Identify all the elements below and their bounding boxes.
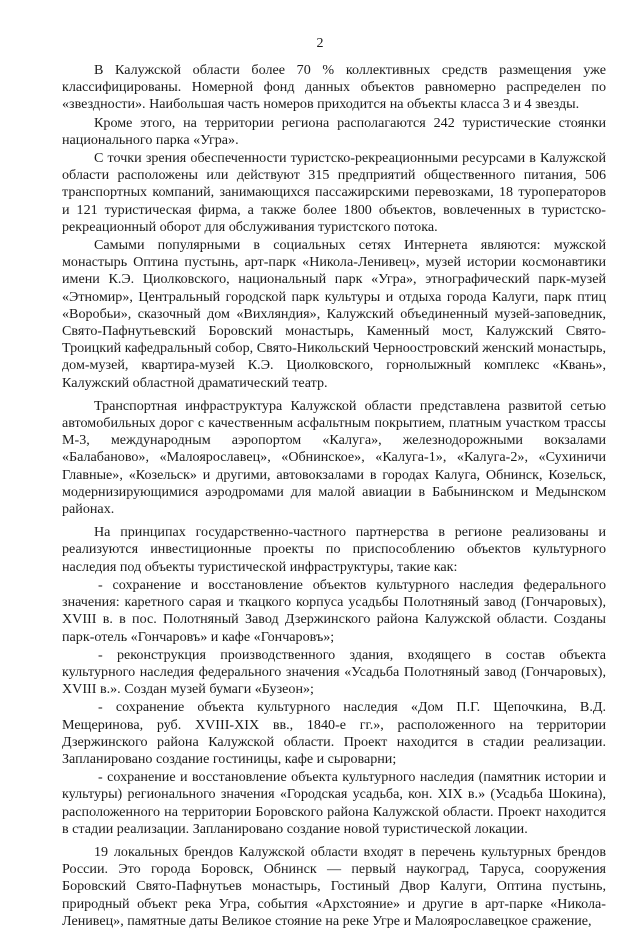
list-item-project-shchepochkin-house: - сохранение объекта культурного наследия «Дом П.Г. Щепочкина, В.Д. Мещеринова, руб. XVIII-XIX вв., 1840-е гг.», расположенного на территории Дзержинского района Калужской области. Проект находится в стадии реализации. Запланировано создание гостиницы, кафе и сыроварни; [62,699,606,767]
paragraph-popular-attractions: Самыми популярными в социальных сетях Интернета являются: мужской монастырь Оптина пустынь, арт-парк «Никола-Ленивец», музей истории космонавтики имени К.Э. Циолковского, национальный парк «Угра», этнографический парк-музей «Этномир», Центральный городской парк культуры и отдыха города Калуги, парк птиц «Воробьи», сказочный дом «Вихляндия», Калужский объединенный музей-заповедник, Свято-Пафнутьевский Боровский монастырь, Каменный мост, Калужский Свято-Троицкий кафедральный собор, Свято-Никольский Черноостровский женский монастырь, дом-музей, квартира-музей К.Э. Циолковского, горнолыжный комплекс «Квань», Калужский областной драматический театр. [62,237,606,391]
list-item-project-goncharov-estate: - сохранение и восстановление объектов культурного наследия федерального значения: каретного сарая и ткацкого корпуса усадьбы Полотняный завод (Гончаровых), XVIII в. в пос. Полотняный Завод Дзержинского района Калужской области. Созданы парк-отель «Гончаровъ» и кафе «Гончаровъ»; [62,576,606,645]
list-item-project-paper-museum: - реконструкция производственного здания, входящего в состав объекта культурного наследия федерального значения «Усадьба Полотняный завод (Гончаровых), XVIII в.». Создан музей бумаги «Бузеон»; [62,646,606,698]
page-number: 2 [316,36,324,51]
paragraph-accommodation-classification: В Калужской области более 70 % коллективных средств размещения уже классифицированы. Номерной фонд данных объектов равномерно распределен по «звездности». Наибольшая часть номеров приходится на объекты класса 3 и 4 звезды. [62,62,606,113]
document-body [62,62,606,930]
paragraph-cultural-brands: 19 локальных брендов Калужской области входят в перечень культурных брендов России. Это города Боровск, Обнинск — первый наукоград, Таруса, сооружения Боровский Свято-Пафнутьев монастырь, Гостиный Двор Калуги, Оптина пустынь, природный объект река Угра, события «Архстояние» и другие в арт-парке «Никола-Ленивец», памятные даты Великое стояние на реке Угре и Малоярославецкое сражение, [62,843,606,929]
paragraph-tourism-resources: С точки зрения обеспеченности туристско-рекреационными ресурсами в Калужской области расположены или действуют 315 предприятий общественного питания, 506 транспортных компаний, занимающихся пассажирскими перевозками, 18 туроператоров и 121 туристическая фирма, а также более 1800 объектов, вовлеченных в туристско-рекреационный оборот для обслуживания туристского потока. [62,150,606,235]
paragraph-public-private-partnership: На принципах государственно-частного партнерства в регионе реализованы и реализуются инвестиционные проекты по приспособлению объектов культурного наследия под объекты туристической инфраструктуры, такие как: [62,524,606,575]
paragraph-tourist-sites-ugra: Кроме этого, на территории региона располагаются 242 туристические стоянки национального парка «Угра». [62,114,606,148]
list-item-project-shokin-estate: - сохранение и восстановление объекта культурного наследия (памятник истории и культуры) регионального значения «Городская усадьба, кон. XIX в.» (Усадьба Шокина), расположенного на территории Боровского района Калужской области. Проект находится в стадии реализации. Запланировано создание новой туристической локации. [62,769,606,837]
paragraph-transport-infrastructure: Транспортная инфраструктура Калужской области представлена развитой сетью автомобильных дорог с качественным асфальтным покрытием, платным участком трассы М-3, международным аэропортом «Калуга», железнодорожными вокзалами «Балабаново», «Малоярославец», «Обнинское», «Калуга-1», «Калуга-2», «Сухиничи Главные», «Козельск» и другими, автовокзалами в городах Калуга, Обнинск, Козельск, модернизирующимися аэродромами для малой авиации в Бабынинском и Медынском районах. [62,397,606,518]
